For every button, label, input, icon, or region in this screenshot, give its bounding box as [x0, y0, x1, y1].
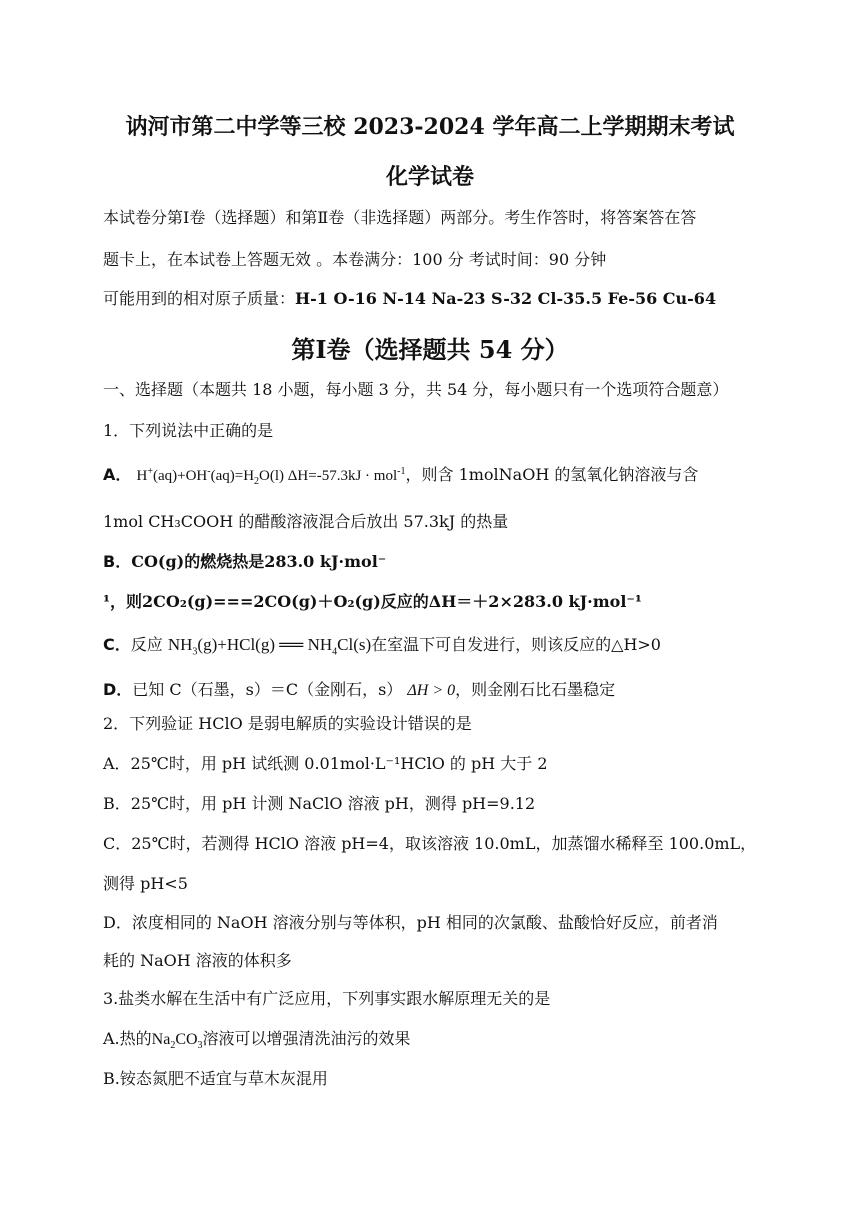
option-c-text-2: 在室温下可自发进行，则该反应的△H>0: [371, 635, 661, 654]
question-1-option-a-continued: 1mol CH₃COOH 的醋酸溶液混合后放出 57.3kJ 的热量: [103, 512, 509, 531]
option-b-prefix: B．: [103, 552, 132, 571]
section-instructions: 一、选择题（本题共 18 小题，每小题 3 分，共 54 分，每小题只有一个选项符合题意）: [103, 380, 729, 399]
option-a-text: ，则含 1molNaOH 的氢氧化钠溶液与含: [405, 465, 699, 484]
option-d-text-1: 已知 C（石墨，s）＝C（金刚石，s）: [132, 680, 403, 699]
question-2-stem: 2．下列验证 HClO 是弱电解质的实验设计错误的是: [103, 714, 472, 733]
question-1-option-b: [103, 551, 760, 573]
question-1-stem: 1．下列说法中正确的是: [103, 421, 274, 440]
atomic-masses-line: [103, 288, 760, 310]
question-1-option-c: [103, 634, 760, 656]
option-c-prefix: C．: [103, 635, 131, 654]
intro-line-2: 题卡上，在本试卷上答题无效 。本卷满分：100 分 考试时间：90 分钟: [103, 250, 607, 269]
option-c-text-1: 反应: [130, 635, 163, 654]
ionic-equation: $H^+(aq)+OH^-(aq)=H_2O(l) \Delta H=-57.3kJ \cdot mol^{-1}$: [136, 466, 406, 487]
question-2-option-c: C．25℃时，若测得 HClO 溶液 pH=4，取该溶液 10.0mL，加蒸馏水稀释至 100.0mL，: [103, 834, 757, 853]
question-3-stem: 3.盐类水解在生活中有广泛应用，下列事实跟水解原理无关的是: [103, 989, 551, 1008]
option-d-prefix: D．: [103, 680, 133, 699]
question-2-option-a: A．25℃时，用 pH 试纸测 0.01mol·L⁻¹HClO 的 pH 大于 2: [103, 754, 548, 773]
exam-subtitle: 化学试卷: [385, 164, 474, 190]
question-2-option-d: D．浓度相同的 NaOH 溶液分别与等体积，pH 相同的次氯酸、盐酸恰好反应，前者消: [103, 913, 718, 932]
delta-h-positive: ΔH > 0: [407, 682, 456, 699]
question-1-option-d: [103, 679, 760, 702]
option-b-text: CO(g)的燃烧热是283.0 kJ·mol⁻: [131, 552, 387, 571]
sodium-carbonate-formula: $Na_2CO_3$: [151, 1031, 203, 1052]
intro-line-1: 本试卷分第Ⅰ卷（选择题）和第Ⅱ卷（非选择题）两部分。考生作答时，将答案答在答: [103, 208, 697, 227]
question-2-option-d-continued: 耗的 NaOH 溶液的体积多: [103, 951, 292, 970]
question-2-option-b: B．25℃时，用 pH 计测 NaClO 溶液 pH，测得 pH=9.12: [103, 794, 536, 813]
question-1-option-a: [103, 464, 760, 487]
option-d-text-2: ，则金刚石比石墨稳定: [455, 680, 616, 699]
question-3-option-b: B.铵态氮肥不适宜与草木灰混用: [103, 1069, 328, 1088]
reaction-equation: $NH_3(g)+HCl(g)$ ══ $NH_4Cl(s)$: [167, 635, 372, 658]
section-title: 第Ⅰ卷（选择题共 54 分）: [291, 335, 569, 364]
question-2-option-c-continued: 测得 pH<5: [103, 874, 188, 893]
option-a-prefix: A.热的: [103, 1029, 152, 1048]
question-1-option-b-continued: ¹，则2CO₂(g)===2CO(g)＋O₂(g)反应的ΔH＝＋2×283.0 kJ·mol⁻¹: [103, 592, 642, 611]
atomic-masses-values: H-1 O-16 N-14 Na-23 S-32 Cl-35.5 Fe-56 Cu-64: [295, 289, 717, 308]
question-3-option-a: [103, 1028, 760, 1051]
option-a-prefix: A．: [103, 465, 132, 484]
atomic-masses-label: 可能用到的相对原子质量：: [103, 289, 296, 308]
exam-title: 讷河市第二中学等三校 2023-2024 学年高二上学期期末考试: [125, 114, 735, 140]
option-a-text: 溶液可以增强清洗油污的效果: [202, 1029, 411, 1048]
